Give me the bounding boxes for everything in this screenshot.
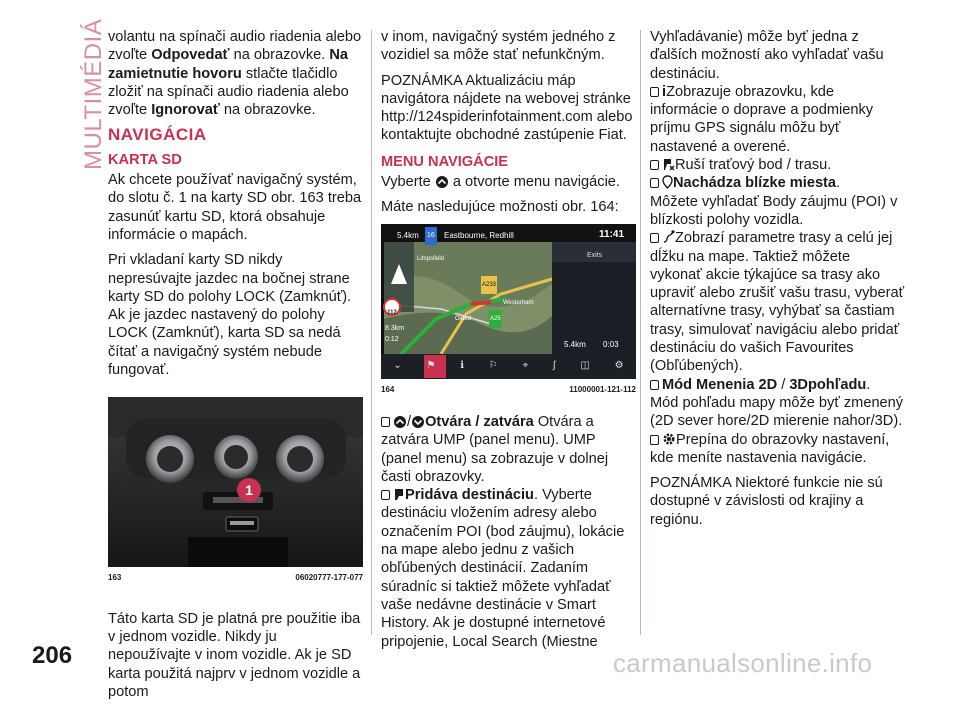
- section-title: MULTIMÉDIÁ: [80, 18, 107, 170]
- chevron-down-icon: [411, 416, 425, 428]
- column-2: [381, 28, 636, 651]
- paragraph: Ak chcete používať navigačný systém, do slotu č. 1 na karty SD obr. 163 treba zasunúť kartu SD, ktorá obsahuje informácie o mapách.: [108, 172, 362, 243]
- bullet-icon: [650, 160, 659, 170]
- column-3: [650, 28, 905, 536]
- figure-caption: [381, 381, 636, 399]
- sd-slot-photo: [108, 397, 363, 567]
- callout-number: 1: [245, 482, 253, 499]
- figure-number: 164: [381, 384, 395, 394]
- gear-icon: [662, 432, 676, 446]
- chevron-up-icon: [435, 176, 449, 188]
- figure-code: 11000001-121-112: [569, 384, 636, 394]
- map-label: Limpsfield: [417, 255, 445, 262]
- screen-exits: Exits: [587, 251, 603, 259]
- chevron-up-icon: [393, 416, 407, 428]
- column-divider: [371, 30, 372, 635]
- map-label: Westerham: [503, 299, 534, 306]
- column-divider: [640, 30, 641, 635]
- list-item: / Otvára / zatvára Otvára a zatvára UMP (panel menu). UMP (panel menu) sa zobrazuje v dolnej časti obrazovky.: [381, 413, 609, 485]
- section-heading: NAVIGÁCIA: [108, 125, 207, 145]
- route-icon: [662, 230, 675, 244]
- list-item: iZobrazuje obrazovku, kde informácie o doprave a podmienky príjmu GPS signálu môžu byť nastavené a overené.: [650, 83, 874, 155]
- section-label: [52, 18, 107, 172]
- flag-destination-icon: [393, 488, 405, 501]
- bullet-icon: [650, 435, 659, 445]
- bullet-icon: [650, 380, 659, 390]
- list-item: Zobrazí parametre trasy a celú jej dĺžku na mape. Taktiež môžete vykonať akcie týkajúce sa trasy ako upraviť alebo zrušiť vašu trasu, vyberať alternatívne trasy, vyhýbať sa častiam trasy, simulovať navigáciu alebo pridať destináciu do vašich Favourites (Obľúbených).: [650, 230, 905, 375]
- figure-number: 163: [108, 573, 122, 583]
- paragraph: Vyhľadávanie) môže byť jedna z ďalších možností ako vyhľadať vašu destináciu.: [650, 29, 884, 82]
- view-mode-icon[interactable]: ◫: [580, 360, 590, 372]
- info-icon: i: [662, 83, 667, 100]
- navigation-screen: [381, 224, 636, 379]
- watermark: carmanualsonline.info: [613, 648, 873, 678]
- subsection-heading: MENU NAVIGÁCIE: [381, 153, 509, 170]
- location-pin-icon: [662, 175, 673, 189]
- paragraph: Táto karta SD je platná pre použitie iba v jednom vozidle. Nikdy ju nepoužívajte v inom vozidle. Ak je SD karta použitá najprv v jednom vozidle a potom: [108, 610, 361, 700]
- list-item: Mód Menenia 2D / 3Dpohľadu. Mód pohľadu mapy môže byť zmenený (2D sever hore/2D mierenie nahor/3D).: [650, 376, 904, 430]
- bullet-icon: [650, 178, 659, 188]
- map-label: A25: [489, 310, 502, 328]
- screen-road-name: Eastbourne, Redhill: [444, 230, 514, 240]
- screen-remaining-distance: 5.4km: [564, 339, 586, 349]
- screen-clock: 11:41: [599, 228, 625, 240]
- note: POZNÁMKA Niektoré funkcie nie sú dostupné v závislosti od krajiny a regiónu.: [650, 475, 883, 528]
- nearby-icon[interactable]: ⌖: [522, 360, 529, 372]
- screen-side-time: 0:12: [385, 335, 399, 343]
- page-number: 206: [32, 642, 73, 669]
- settings-icon[interactable]: ⚙: [614, 360, 624, 372]
- figure-164: [381, 224, 636, 399]
- screen-speed-limit: 112: [387, 309, 397, 316]
- list-item: Ruší traťový bod / trasu.: [650, 156, 905, 174]
- info-icon[interactable]: ℹ: [460, 360, 465, 372]
- paragraph: Vyberte a otvorte menu navigácie.: [381, 174, 620, 191]
- route-icon[interactable]: ∫: [552, 360, 556, 372]
- map-label: A233: [481, 276, 497, 294]
- bullet-icon: [650, 87, 659, 97]
- column-1: [108, 28, 363, 708]
- destination-icon[interactable]: ⚑: [426, 360, 436, 372]
- menu-collapse-icon[interactable]: ⌄: [393, 360, 402, 372]
- map-label: Oxted: [455, 315, 472, 322]
- subsection-heading: KARTA SD: [108, 151, 182, 168]
- screen-distance: 5.4km: [397, 230, 419, 240]
- ump-menu-bar: [381, 355, 636, 378]
- figure-caption: [108, 569, 363, 587]
- bullet-icon: [650, 233, 659, 243]
- screen-road-badge: 16: [425, 227, 437, 245]
- screen-remaining-time: 0:03: [603, 339, 619, 349]
- cancel-route-icon[interactable]: ⚐: [488, 360, 498, 372]
- figure-163: [108, 397, 363, 587]
- paragraph: v inom, navigačný systém jedného z vozidiel sa môže stať nefunkčným.: [381, 29, 616, 64]
- cancel-route-icon: [662, 158, 675, 171]
- screen-side-distance: 8.3km: [385, 324, 405, 332]
- bullet-icon: [381, 417, 390, 427]
- note: POZNÁMKA Aktualizáciu máp navigátora nájdete na webovej stránke http://124spiderinfotainment.com alebo kontaktujte obchodné zastúpenie Fiat.: [381, 72, 633, 144]
- bullet-icon: [381, 490, 390, 500]
- list-item: Prepína do obrazovky nastavení, kde meníte nastavenia navigácie.: [650, 431, 890, 466]
- paragraph: Máte nasledujúce možnosti obr. 164:: [381, 199, 619, 216]
- paragraph: Pri vkladaní karty SD nikdy nepresúvajte jazdec na bočnej strane karty SD do polohy LOCK (Zamknúť). Ak je jazdec nastavený do polohy LOCK (Zamknúť), karta SD sa nedá čítať a navigačný systém nebude fungovať.: [108, 252, 352, 379]
- list-item: Nachádza blízke miesta. Môžete vyhľadať Body záujmu (POI) v blízkosti polohy vozidla.: [650, 175, 898, 228]
- paragraph: volantu na spínači audio riadenia alebo zvoľte Odpovedať na obrazovke. Na zamietnutie hovoru stlačte tlačidlo zložiť na spínači audio riadenia alebo zvoľte Ignorovať na obrazovke.: [108, 29, 362, 119]
- figure-code: 06020777-177-077: [295, 573, 363, 583]
- list-item: Pridáva destináciu. Vyberte destináciu vložením adresy alebo označením POI (bod záujmu), lokácie na mape alebo jednu z vašich obľúbených destinácií. Zadaním súradníc si taktiež môžete vyhľadať vaše nedávne destinácie v Smart History. Ak je dostupné internetové pripojenie, Local Search (Miestne: [381, 487, 625, 650]
